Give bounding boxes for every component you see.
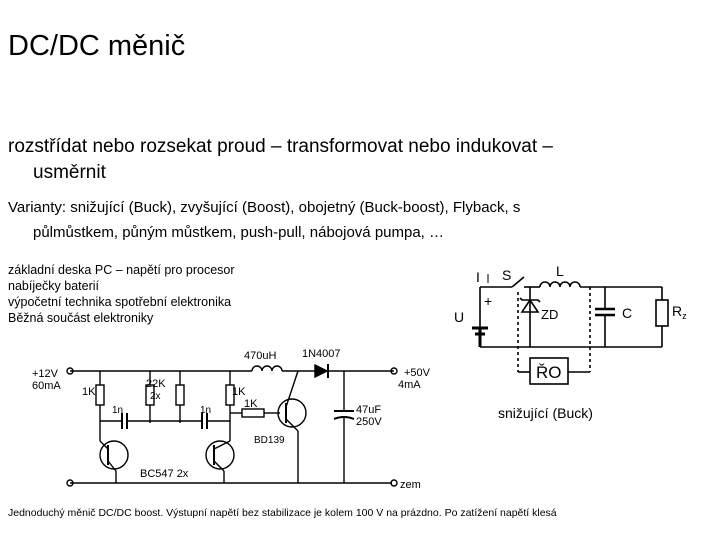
buck-schematic — [450, 262, 690, 387]
bullet-convert — [8, 134, 708, 186]
buck-caption: snižující (Buck) — [498, 405, 593, 421]
usage-item: základní deska PC – napětí pro procesor — [8, 263, 235, 277]
usage-list — [8, 262, 235, 326]
label-c2: 1n — [200, 405, 212, 416]
label-cap-value: 47uF — [356, 404, 382, 416]
label-input-voltage: +12V — [32, 368, 58, 380]
label-r: $R_z$ — [672, 303, 687, 321]
diode-1n4007 — [315, 365, 327, 377]
label-l: L — [556, 263, 564, 279]
label-r4: 1K — [244, 398, 258, 410]
label-r1: 1K — [82, 386, 96, 398]
label-output-voltage: +50V — [404, 367, 430, 379]
bullet-convert-line1: rozstřídat nebo rozsekat proud – transformovat nebo indukovat – — [8, 136, 553, 157]
label-output-current: 4mA — [398, 379, 421, 391]
wire — [286, 419, 298, 431]
resistor-22k — [176, 385, 184, 405]
label-plus: + — [484, 293, 493, 309]
label-c1: 1n — [112, 405, 124, 416]
resistor-1k-base — [242, 409, 264, 417]
label-r3: 1K — [232, 386, 246, 398]
transistor-bc547 — [206, 441, 234, 469]
bullet-variants-line1: Varianty: snižující (Buck), zvyšující (Boost), obojetný (Buck-boost), Flyback, s — [8, 199, 521, 216]
transistor-bd139 — [278, 399, 306, 427]
label-inductor: 470uH — [244, 350, 277, 362]
label-ground: zem — [400, 479, 421, 491]
footer-note: Jednoduchý měnič DC/DC boost. Výstupní napětí bez stabilizace je kolem 100 V na prázdno. Po zatížení napětí klesá — [8, 507, 557, 519]
inductor-l — [540, 282, 580, 287]
resistor-rz — [656, 300, 668, 326]
label-input-current: 60mA — [32, 380, 61, 392]
usage-item: Běžná součást elektroniky — [8, 311, 154, 325]
bullet-convert-line2: usměrnit — [33, 162, 106, 183]
label-cap-voltage: 250V — [356, 416, 382, 428]
label-r2: 22K — [146, 378, 166, 390]
wire — [286, 371, 298, 407]
label-c: C — [622, 305, 633, 321]
label-s: S — [502, 267, 512, 283]
label-diode: 1N4007 — [302, 348, 341, 360]
label-bd139: BD139 — [254, 435, 285, 446]
label-u: U — [454, 309, 465, 325]
resistor-1k — [96, 385, 104, 405]
bullet-variants-line2: půlmůstkem, půným můstkem, push-pull, nábojová pumpa, … — [33, 224, 445, 241]
label-zd: ZD — [541, 307, 559, 322]
slide-title: DC/DC měnič — [8, 30, 186, 62]
inductor-470uh — [252, 366, 282, 371]
switch-s — [512, 277, 524, 287]
label-transistors: BC547 2x — [140, 468, 189, 480]
bullet-variants — [8, 195, 708, 245]
label-ro: ŘO — [536, 363, 562, 382]
boost-schematic — [32, 343, 462, 495]
usage-item: výpočetní technika spotřební elektronika — [8, 295, 232, 309]
label-i: I — [476, 269, 480, 285]
usage-item: nabíječky baterií — [8, 279, 100, 293]
label-r2-count: 2x — [150, 391, 161, 402]
wire — [214, 441, 230, 449]
